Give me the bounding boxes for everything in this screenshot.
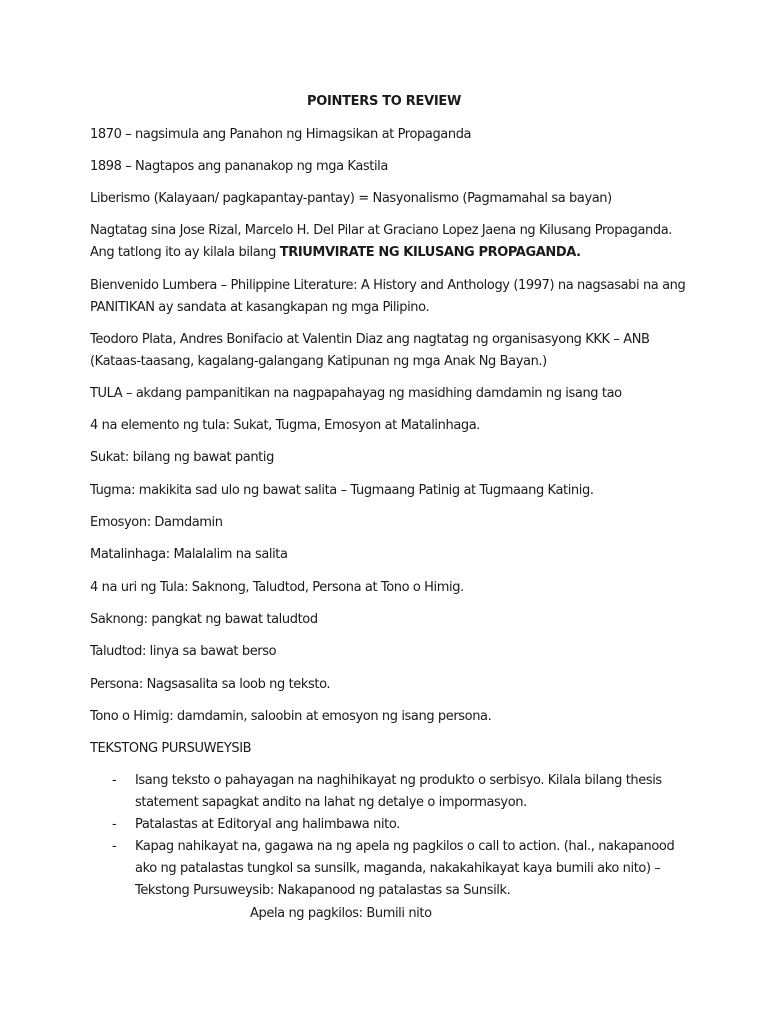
paragraph-kkk: Teodoro Plata, Andres Bonifacio at Valentin Diaz ang nagtatag ng organisasyong KKK – ANB (Kataas-taasang, kagalang-galangang Katipunan ng mga Anak Ng Bayan.): [90, 332, 650, 369]
paragraph-lumbera: Bienvenido Lumbera – Philippine Literature: A History and Anthology (1997) na nagsasabi na ang PANITIKAN ay sandata at kasangkapan ng mga Pilipino.: [90, 278, 686, 315]
list-item-text: Kapag nahikayat na, gagawa na ng apela ng pagkilos o call to action. (hal., nakapanood ako ng patalastas tungkol sa sunsilk, maganda, nakakahikayat kaya bumili ako nito) – Tekstong Pursuweysib: Nakapanood ng patalastas sa Sunsilk.: [135, 839, 675, 898]
paragraph-emosyon: Emosyon: Damdamin: [90, 515, 223, 530]
paragraph-tula: TULA – akdang pampanitikan na nagpapahayag ng masidhing damdamin ng isang tao: [90, 386, 622, 401]
paragraph-saknong: Saknong: pangkat ng bawat taludtod: [90, 612, 318, 627]
paragraph-sukat: Sukat: bilang ng bawat pantig: [90, 450, 274, 465]
paragraph-uri-ng-tula: 4 na uri ng Tula: Saknong, Taludtod, Persona at Tono o Himig.: [90, 580, 464, 595]
paragraph-liberismo: Liberismo (Kalayaan/ pagkapantay-pantay) = Nasyonalismo (Pagmamahal sa bayan): [90, 191, 612, 206]
paragraph-tugma: Tugma: makikita sad ulo ng bawat salita – Tugmaang Patinig at Tugmaang Katinig.: [90, 483, 594, 498]
paragraph-persona: Persona: Nagsasalita sa loob ng teksto.: [90, 677, 331, 692]
bullet-dash: -: [112, 817, 117, 832]
paragraph-kilusang-propaganda: [90, 220, 690, 264]
paragraph-elemento: 4 na elemento ng tula: Sukat, Tugma, Emosyon at Matalinhaga.: [90, 418, 481, 433]
triumvirate-bold-text: TRIUMVIRATE NG KILUSANG PROPAGANDA.: [279, 245, 581, 260]
bullet-dash: -: [112, 839, 117, 854]
paragraph-kilusang-propaganda-text: Nagtatag sina Jose Rizal, Marcelo H. Del Pilar at Graciano Lopez Jaena ng Kilusang Propaganda. Ang tatlong ito ay kilala bilang: [90, 223, 673, 260]
paragraph-1870: 1870 – nagsimula ang Panahon ng Himagsikan at Propaganda: [90, 127, 472, 142]
paragraph-1898: 1898 – Nagtapos ang pananakop ng mga Kastila: [90, 159, 388, 174]
list-item: [90, 770, 690, 814]
list-item-text: Isang teksto o pahayagan na naghihikayat ng produkto o serbisyo. Kilala bilang thesis statement sapagkat andito na lahat ng detalye o impormasyon.: [135, 773, 662, 810]
apela-line: Apela ng pagkilos: Bumili nito: [250, 906, 432, 921]
paragraph-taludtod: Taludtod: linya sa bawat berso: [90, 644, 277, 659]
bullet-dash: -: [112, 773, 117, 788]
document-title: POINTERS TO REVIEW: [307, 94, 461, 109]
paragraph-tono: Tono o Himig: damdamin, saloobin at emosyon ng isang persona.: [90, 709, 492, 724]
paragraph-matalinhaga: Matalinhaga: Malalalim na salita: [90, 547, 288, 562]
list-item: [90, 814, 690, 836]
list-item: [90, 836, 690, 902]
list-item-text: Patalastas at Editoryal ang halimbawa nito.: [135, 817, 400, 832]
bullet-list: [90, 770, 690, 902]
section-heading-pursuweysib: TEKSTONG PURSUWEYSIB: [90, 741, 252, 756]
